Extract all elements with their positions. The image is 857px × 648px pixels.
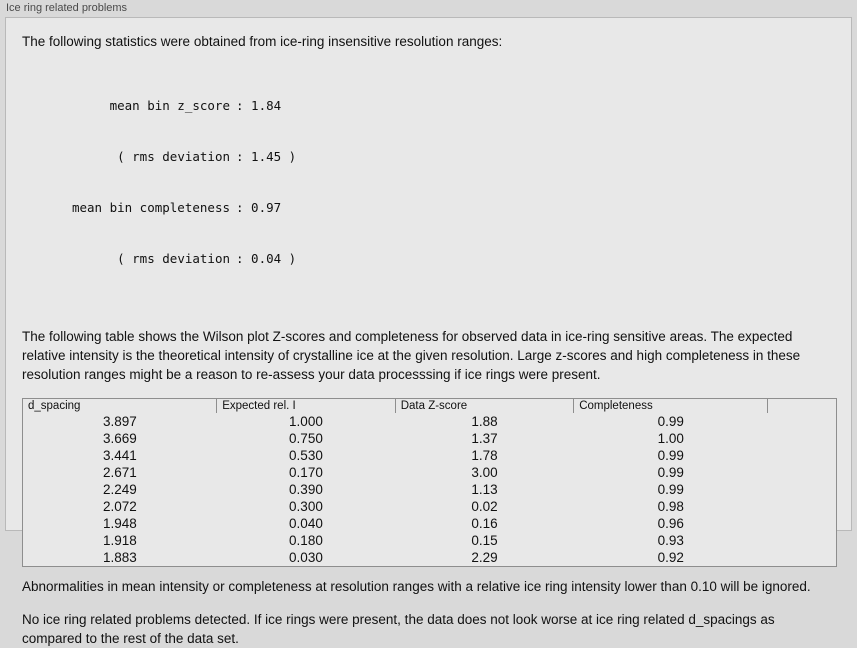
statistics-label: mean bin completeness [71,200,230,215]
table-cell: 0.02 [471,499,498,514]
column-header-d-spacing: d_spacing [23,399,217,414]
table-cell: 2.671 [102,465,137,480]
statistics-label: ( rms deviation [117,149,230,164]
table-cell: 0.93 [657,533,684,548]
table-cell: 0.99 [657,448,684,463]
table-cell-spacer [768,464,837,481]
table-cell: 0.750 [289,431,323,446]
statistics-block [50,63,835,301]
table-row [23,481,837,498]
table-cell: 0.99 [657,482,684,497]
column-header-completeness: Completeness [574,399,768,414]
statistics-value: : 0.04 ) [236,251,297,266]
table-cell-spacer [768,447,837,464]
column-header-data-z-score: Data Z-score [395,399,574,414]
table-cell: 2.249 [102,482,137,497]
footnote-paragraph: Abnormalities in mean intensity or completeness at resolution ranges with a relative ice ring intensity lower than 0.10 will be ignored. [22,579,811,594]
statistics-row [50,148,835,165]
table-row [23,430,837,447]
intro-paragraph: The following statistics were obtained from ice-ring insensitive resolution ranges: [22,34,503,49]
statistics-label: mean bin z_score [109,98,230,113]
statistics-value: : 0.97 [236,200,282,215]
table-cell-spacer [768,498,837,515]
statistics-value: : 1.84 [236,98,282,113]
conclusion-paragraph: No ice ring related problems detected. If ice rings were present, the data does not look worse at ice ring related d_spacings as compared to the rest of the data set. [22,612,775,646]
table-cell: 0.180 [289,533,323,548]
statistics-row [50,250,835,267]
table-cell: 0.300 [289,499,323,514]
table-cell: 0.96 [657,516,684,531]
table-cell-spacer [768,532,837,549]
table-cell: 1.000 [289,414,323,429]
table-cell-spacer [768,515,837,532]
report-panel [5,17,852,646]
table-cell: 2.29 [471,550,498,565]
table-cell: 0.030 [289,550,323,565]
column-header-expected-rel-i: Expected rel. I [217,399,396,414]
table-cell: 3.897 [102,414,137,429]
table-cell: 0.040 [289,516,323,531]
table-row [23,515,837,532]
table-cell: 0.16 [471,516,498,531]
table-row [23,464,837,481]
table-cell: 0.390 [289,482,323,497]
table-row [23,447,837,464]
table-cell-spacer [768,430,837,447]
table-row [23,532,837,549]
table-cell: 1.37 [471,431,498,446]
window-title: Ice ring related problems [6,2,128,14]
table-header-row [23,399,837,414]
table-cell: 0.99 [657,414,684,429]
table-row [23,413,837,430]
table-cell-spacer [768,413,837,430]
table-row [23,498,837,515]
statistics-label: ( rms deviation [117,251,230,266]
statistics-row [50,199,835,216]
table-cell: 1.883 [102,550,137,565]
table-cell: 3.669 [102,431,137,446]
table-cell: 0.99 [657,465,684,480]
table-cell: 1.918 [102,533,137,548]
table-row [23,549,837,567]
table-cell: 3.00 [471,465,498,480]
table-cell: 0.15 [471,533,498,548]
statistics-value: : 1.45 ) [236,149,297,164]
table-cell: 3.441 [102,448,137,463]
table-cell: 1.948 [102,516,137,531]
table-cell: 2.072 [102,499,137,514]
description-paragraph: The following table shows the Wilson plot Z-scores and completeness for observed data in ice-ring sensitive areas. The expected relative intensity is the theoretical intensity of crystalline ice at the given resolution. Large z-scores and high completeness in these resolution ranges might be a reason to re-assess your data processsing if ice rings were present. [22,329,801,382]
table-cell: 1.13 [471,482,498,497]
table-cell: 1.88 [471,414,498,429]
table-cell: 1.00 [657,431,684,446]
column-header-spacer [768,399,837,414]
window-titlebar [0,0,857,17]
table-cell: 0.98 [657,499,684,514]
table-cell: 0.170 [289,465,323,480]
ice-ring-table [22,398,837,567]
statistics-row [50,97,835,114]
table-cell: 1.78 [471,448,498,463]
table-cell-spacer [768,481,837,498]
table-cell: 0.530 [289,448,323,463]
table-cell: 0.92 [657,550,684,565]
table-cell-spacer [768,549,837,567]
